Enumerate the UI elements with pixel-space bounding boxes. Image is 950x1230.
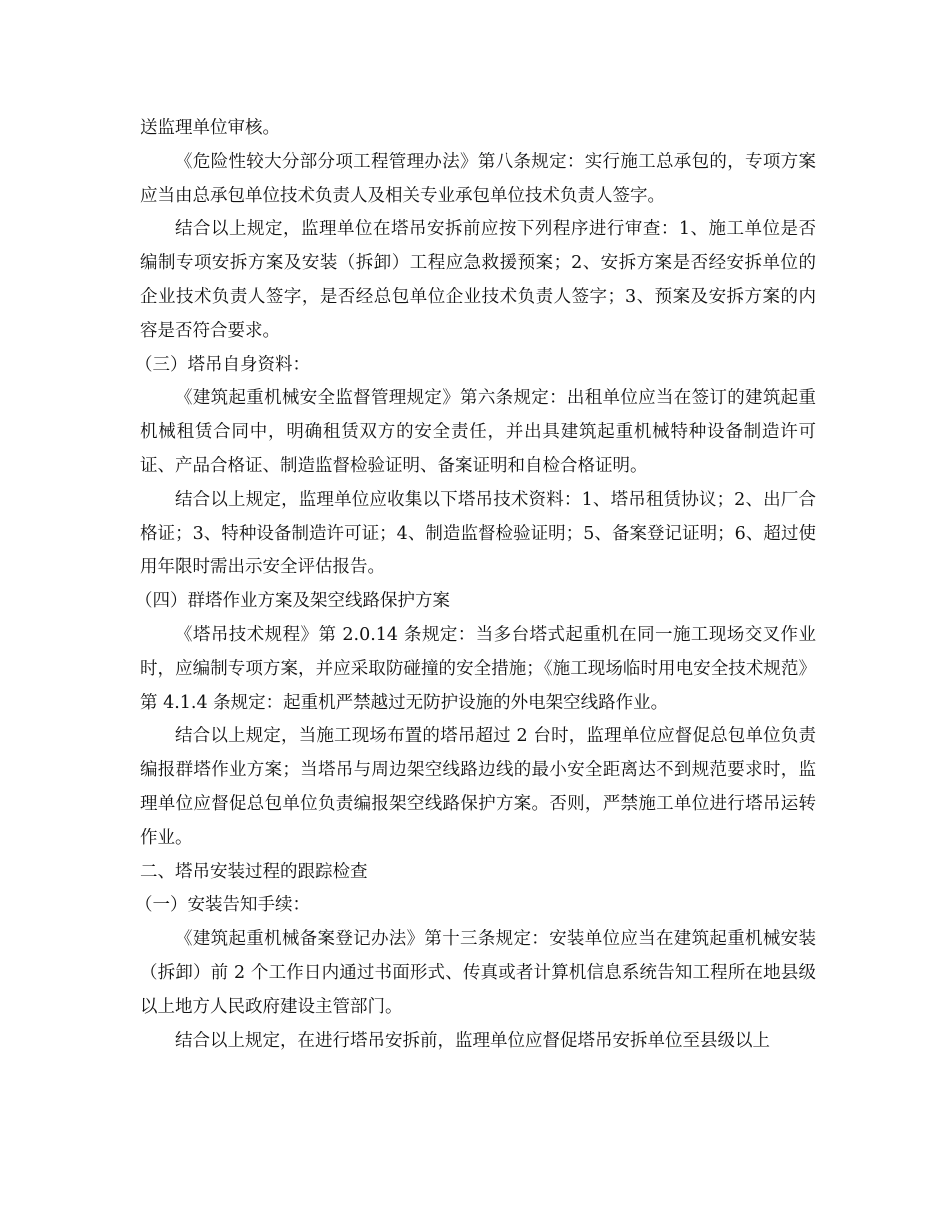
paragraph: 《建筑起重机械安全监督管理规定》第六条规定：出租单位应当在签订的建筑起重机械租赁合同中，明确租赁双方的安全责任，并出具建筑起重机械特种设备制造许可证、产品合格证、制造监督检验证明、备案证明和自检合格证明。	[140, 388, 816, 476]
paragraph: 《危险性较大分部分项工程管理办法》第八条规定：实行施工总承包的，专项方案应当由总承包单位技术负责人及相关专业承包单位技术负责人签字。	[140, 151, 816, 206]
paragraph: 《塔吊技术规程》第 2.0.14 条规定：当多台塔式起重机在同一施工现场交叉作业时，应编制专项方案，并应采取防碰撞的安全措施；《施工现场临时用电安全技术规范》第 4.1.4 条规定：起重机严禁越过无防护设施的外电架空线路作业。	[140, 624, 816, 713]
section-heading: （一）安装告知手续：	[135, 895, 310, 916]
document-body	[135, 112, 816, 1058]
paragraph: 结合以上规定，监理单位在塔吊安拆前应按下列程序进行审查：1、施工单位是否编制专项安拆方案及安装（拆卸）工程应急救援预案；2、安拆方案是否经安拆单位的企业技术负责人签字，是否经总包单位企业技术负责人签字；3、预案及安拆方案的内容是否符合要求。	[140, 219, 816, 341]
paragraph: 送监理单位审核。	[140, 118, 280, 138]
paragraph: 结合以上规定，在进行塔吊安拆前，监理单位应督促塔吊安拆单位至县级以上	[175, 1030, 770, 1051]
paragraph: 结合以上规定，监理单位应收集以下塔吊技术资料：1、塔吊租赁协议；2、出厂合格证；3、特种设备制造许可证；4、制造监督检验证明；5、备案登记证明；6、超过使用年限时需出示安全评估报告。	[140, 489, 816, 578]
section-heading: （四）群塔作业方案及架空线路保护方案	[135, 591, 450, 612]
paragraph: 结合以上规定，当施工现场布置的塔吊超过 2 台时，监理单位应督促总包单位负责编报群塔作业方案；当塔吊与周边架空线路边线的最小安全距离达不到规范要求时，监理单位应督促总包单位负责编报架空线路保护方案。否则，严禁施工单位进行塔吊运转作业。	[140, 726, 816, 848]
paragraph: 《建筑起重机械备案登记办法》第十三条规定：安装单位应当在建筑起重机械安装（拆卸）前 2 个工作日内通过书面形式、传真或者计算机信息系统告知工程所在地县级以上地方人民政府建设主管部门。	[140, 929, 816, 1017]
chapter-heading: 二、塔吊安装过程的跟踪检查	[140, 861, 368, 882]
section-heading: （三）塔吊自身资料：	[135, 354, 310, 375]
